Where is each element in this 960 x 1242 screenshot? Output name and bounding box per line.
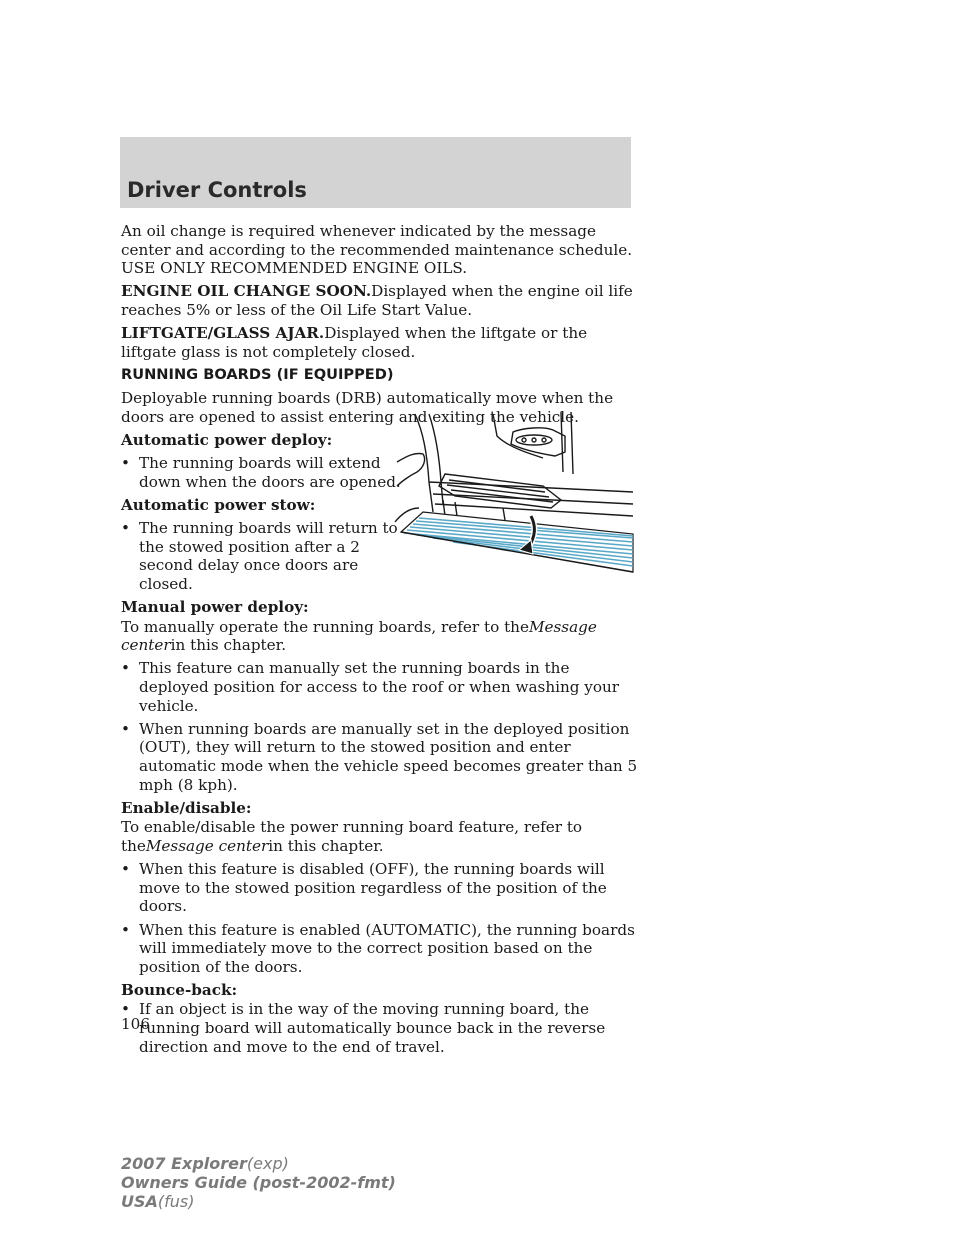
subheading-manual-deploy: Manual power deploy: [121,598,309,617]
list-item [121,519,401,593]
footer-market: USA [121,1192,158,1211]
list-item [121,720,641,794]
page-section-title: Driver Controls [127,178,307,202]
footer [121,1154,396,1211]
footer-guide: Owners Guide (post-2002-fmt) [121,1173,396,1192]
reference-message-center: Message center [121,617,597,655]
text-enable-before: To enable/disable the power running board feature, refer to the [121,818,583,855]
page-body [121,222,641,1061]
running-board-stripes [401,512,633,572]
subheading-bounce-back: Bounce-back: [121,980,238,999]
text-enable-after: in this chapter. [268,836,384,855]
text-manual-before: To manually operate the running boards, refer to the [121,617,529,636]
term-engine-oil-change-soon: ENGINE OIL CHANGE SOON. [121,282,372,301]
footer-line-3 [121,1192,396,1211]
bullet-icon: • [121,454,130,473]
bullet-icon: • [121,1000,130,1019]
text-engine-oil-change-soon: Displayed when the engine oil life reaches 5% or less of the Oil Life Start Value. [121,282,633,319]
bullet-text-bounce: If an object is in the way of the moving running board, the running board will automatically bounce back in the reverse direction and move to the end of travel. [139,1000,606,1056]
paragraph-manual-deploy [121,618,641,655]
subheading-automatic-deploy: Automatic power deploy: [121,430,333,449]
bullet-icon: • [121,920,130,939]
footer-model: 2007 Explorer [121,1154,247,1173]
subheading-enable-disable: Enable/disable: [121,798,252,817]
paragraph-liftgate-ajar [121,324,641,361]
running-board-illustration [393,412,634,574]
paragraph-oil-change: An oil change is required whenever indicated by the message center and according to the recommended maintenance schedule. USE ONLY RECOMMENDED ENGINE OILS. [121,222,633,278]
footer-line-1 [121,1154,396,1173]
list-item [121,454,401,491]
paragraph-running-boards-intro: Deployable running boards (DRB) automatically move when the doors are opened to assist entering and exiting the vehicle. [121,389,614,426]
paragraph-enable-disable [121,818,641,855]
list-item [121,1000,641,1056]
bullet-text-enable-2: When this feature is enabled (AUTOMATIC), the running boards will immediately move to the correct position based on the position of the doors. [139,920,635,976]
list-item [121,860,641,916]
bullet-text-auto-deploy: The running boards will extend down when the doors are opened. [139,454,401,491]
page-number: 106 [121,1015,150,1033]
bullet-text-manual-2: When running boards are manually set in the deployed position (OUT), they will return to the stowed position and enter automatic mode when the vehicle speed becomes greater than 5 mph (8 kph). [139,719,638,794]
term-liftgate-ajar: LIFTGATE/GLASS AJAR. [121,324,325,343]
bullet-icon: • [121,659,130,678]
footer-market-code: (fus) [157,1192,195,1211]
bullet-text-auto-stow: The running boards will return to the stowed position after a 2 second delay once doors are closed. [139,519,398,593]
text-manual-after: in this chapter. [170,636,287,655]
bullet-text-manual-1: This feature can manually set the running boards in the deployed position for access to the roof or when washing your vehicle. [139,659,620,715]
subheading-automatic-stow: Automatic power stow: [121,495,316,514]
bullet-text-enable-1: When this feature is disabled (OFF), the running boards will move to the stowed position regardless of the position of the doors. [139,860,607,916]
section-heading-running-boards: RUNNING BOARDS (IF EQUIPPED) [121,365,394,383]
footer-model-code: (exp) [246,1154,289,1173]
bullet-icon: • [121,519,130,538]
bullet-icon: • [121,719,130,738]
text-liftgate-ajar: Displayed when the liftgate or the liftgate glass is not completely closed. [121,324,588,361]
list-item [121,921,641,977]
reference-message-center: Message center [145,836,269,855]
bullet-icon: • [121,860,130,879]
paragraph-engine-oil-change-soon [121,282,641,319]
list-item [121,659,641,715]
